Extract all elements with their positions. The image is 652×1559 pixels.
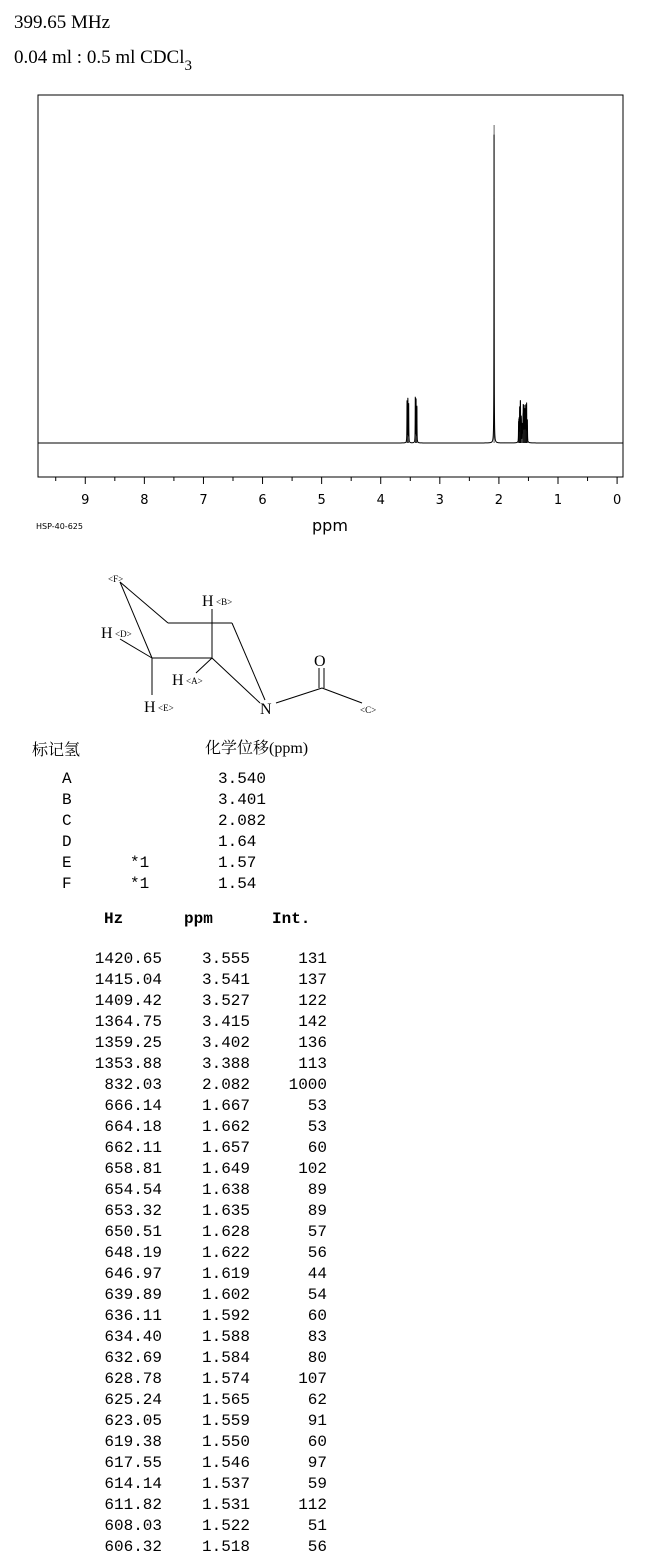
- peak-header-int: Int.: [272, 910, 311, 928]
- peak-hz: 619.38: [104, 1433, 162, 1451]
- peak-int: 60: [307, 1433, 327, 1451]
- peak-int: 89: [307, 1202, 327, 1220]
- assignment-label: C: [62, 812, 72, 830]
- assignment-label: D: [62, 833, 72, 851]
- peak-hz: 653.32: [104, 1202, 162, 1220]
- peak-ppm: 1.531: [201, 1496, 250, 1514]
- structure-bonds: [120, 582, 362, 703]
- peak-hz: 608.03: [104, 1517, 162, 1535]
- peak-int: 1000: [288, 1076, 327, 1094]
- x-tick-label: 3: [435, 493, 444, 508]
- peak-ppm: 1.638: [201, 1181, 250, 1199]
- assignment-shift: 3.540: [218, 770, 267, 788]
- bond: [120, 582, 168, 623]
- peak-ppm: 3.555: [201, 950, 250, 968]
- peak-hz: 664.18: [104, 1118, 162, 1136]
- structure-labels: [101, 574, 376, 718]
- peak-int: 136: [298, 1034, 327, 1052]
- peak-int: 59: [307, 1475, 327, 1493]
- peak-int: 60: [307, 1307, 327, 1325]
- peak-ppm: 1.662: [201, 1118, 250, 1136]
- peak-int: 60: [307, 1139, 327, 1157]
- peak-hz: 623.05: [104, 1412, 162, 1430]
- peak-ppm: 1.518: [201, 1538, 250, 1556]
- molecule-structure: [0, 560, 420, 725]
- atom-label-hd: H: [101, 625, 113, 642]
- peak-hz: 1415.04: [94, 971, 162, 989]
- peak-hz: 1420.65: [94, 950, 162, 968]
- peak-hz: 628.78: [104, 1370, 162, 1388]
- peak-hz: 1409.42: [94, 992, 162, 1010]
- peak-int: 57: [307, 1223, 327, 1241]
- peak-int: 91: [307, 1412, 327, 1430]
- solvent-text: 0.04 ml : 0.5 ml CDCl: [14, 47, 185, 68]
- peak-int: 51: [307, 1517, 327, 1535]
- peak-ppm: 1.550: [201, 1433, 250, 1451]
- atom-label-o: O: [314, 653, 326, 670]
- bond: [120, 639, 152, 658]
- peak-hz: 606.32: [104, 1538, 162, 1556]
- nmr-spectrum-chart: [0, 0, 652, 560]
- peak-ppm: 1.537: [201, 1475, 250, 1493]
- peak-hz: 611.82: [104, 1496, 162, 1514]
- atom-tag-e: <E>: [158, 703, 174, 713]
- peak-int: 54: [307, 1286, 327, 1304]
- peak-ppm: 3.402: [201, 1034, 250, 1052]
- x-tick-label: 8: [140, 493, 149, 508]
- peak-ppm: 3.541: [201, 971, 250, 989]
- peak-int: 56: [307, 1538, 327, 1556]
- solvent-subscript: 3: [184, 58, 192, 74]
- peak-int: 89: [307, 1181, 327, 1199]
- bond: [322, 688, 362, 703]
- spectrometer-frequency: 399.65 MHz: [14, 12, 111, 33]
- peak-int: 142: [298, 1013, 327, 1031]
- peak-int: 44: [307, 1265, 327, 1283]
- assignment-label: A: [62, 770, 72, 788]
- assignment-shift: 1.64: [218, 833, 257, 851]
- peak-hz: 614.14: [104, 1475, 162, 1493]
- peak-ppm: 1.622: [201, 1244, 250, 1262]
- bond: [212, 658, 260, 703]
- atom-tag-a: <A>: [186, 676, 203, 686]
- peak-int: 80: [307, 1349, 327, 1367]
- peak-header-hz: Hz: [104, 910, 124, 928]
- assignment-note: *1: [130, 875, 150, 893]
- peak-hz: 632.69: [104, 1349, 162, 1367]
- assignment-label: F: [62, 875, 72, 893]
- peak-hz: 625.24: [104, 1391, 162, 1409]
- peak-int: 53: [307, 1097, 327, 1115]
- peak-hz: 639.89: [104, 1286, 162, 1304]
- peak-hz: 654.54: [104, 1181, 162, 1199]
- peak-hz: 662.11: [104, 1139, 162, 1157]
- peak-int: 62: [307, 1391, 327, 1409]
- peak-ppm: 3.388: [201, 1055, 250, 1073]
- peak-ppm: 1.657: [201, 1139, 250, 1157]
- x-tick-label: 5: [317, 493, 326, 508]
- assignment-header-shift: 化学位移(ppm): [205, 740, 309, 757]
- x-tick-label: 0: [612, 493, 622, 508]
- assignment-shift: 2.082: [218, 812, 267, 830]
- assignment-shift: 1.54: [218, 875, 257, 893]
- assignment-shift: 3.401: [218, 791, 267, 809]
- peak-ppm: 1.546: [201, 1454, 250, 1472]
- peak-ppm: 1.574: [201, 1370, 250, 1388]
- peak-ppm: 1.602: [201, 1286, 250, 1304]
- peak-ppm: 1.588: [201, 1328, 250, 1346]
- peak-hz: 1353.88: [94, 1055, 162, 1073]
- bond: [196, 658, 212, 673]
- atom-label-n: N: [260, 701, 272, 718]
- peak-hz: 658.81: [104, 1160, 162, 1178]
- assignment-shift: 1.57: [218, 854, 257, 872]
- peak-int: 112: [298, 1496, 327, 1514]
- atom-label-f: <F>: [108, 574, 124, 584]
- spectrum-code: HSP-40-625: [36, 522, 83, 531]
- x-axis-ticks: [56, 477, 617, 484]
- x-tick-label: 9: [81, 493, 90, 508]
- atom-label-he: H: [144, 699, 156, 716]
- bond: [120, 582, 152, 658]
- peak-ppm: 1.559: [201, 1412, 250, 1430]
- atom-label-ha: H: [172, 672, 184, 689]
- assignment-label: E: [62, 854, 72, 872]
- peak-int: 53: [307, 1118, 327, 1136]
- peak-int: 122: [298, 992, 327, 1010]
- peak-ppm: 1.649: [201, 1160, 250, 1178]
- peak-hz: 650.51: [104, 1223, 162, 1241]
- peak-ppm: 2.082: [201, 1076, 250, 1094]
- peak-int: 131: [298, 950, 327, 968]
- atom-label-c: <C>: [360, 705, 377, 715]
- atom-label-hb: H: [202, 593, 214, 610]
- x-tick-label: 7: [199, 493, 208, 508]
- peak-ppm: 1.565: [201, 1391, 250, 1409]
- peak-ppm: 3.527: [201, 992, 250, 1010]
- peak-hz: 1359.25: [94, 1034, 162, 1052]
- peak-hz: 648.19: [104, 1244, 162, 1262]
- peak-ppm: 1.628: [201, 1223, 250, 1241]
- atom-tag-d: <D>: [115, 629, 132, 639]
- peak-int: 137: [298, 971, 327, 989]
- peak-hz: 634.40: [104, 1328, 162, 1346]
- bond: [276, 688, 322, 703]
- bond: [232, 623, 265, 700]
- x-axis-label: ppm: [312, 516, 348, 535]
- assignment-header-label: 标记氢: [32, 742, 81, 759]
- x-tick-label: 1: [553, 493, 563, 508]
- peak-hz: 1364.75: [94, 1013, 162, 1031]
- peak-ppm: 1.635: [201, 1202, 250, 1220]
- peak-marks: [407, 125, 527, 443]
- assignment-note: *1: [130, 854, 150, 872]
- x-tick-label: 6: [258, 493, 267, 508]
- peak-int: 83: [307, 1328, 327, 1346]
- peak-header-ppm: ppm: [184, 910, 213, 928]
- peak-hz: 636.11: [104, 1307, 162, 1325]
- peak-int: 97: [307, 1454, 327, 1472]
- peak-int: 107: [298, 1370, 327, 1388]
- plot-frame: [38, 95, 623, 477]
- atom-tag-b: <B>: [216, 597, 233, 607]
- peak-int: 56: [307, 1244, 327, 1262]
- peak-ppm: 1.619: [201, 1265, 250, 1283]
- x-tick-label: 2: [494, 493, 504, 508]
- peak-hz: 617.55: [104, 1454, 162, 1472]
- peak-ppm: 1.592: [201, 1307, 250, 1325]
- peak-int: 113: [298, 1055, 327, 1073]
- peak-hz: 646.97: [104, 1265, 162, 1283]
- peak-ppm: 3.415: [201, 1013, 250, 1031]
- peak-hz: 666.14: [104, 1097, 162, 1115]
- peak-ppm: 1.522: [201, 1517, 250, 1535]
- peak-ppm: 1.667: [201, 1097, 250, 1115]
- spectrum-trace: [38, 135, 623, 443]
- peak-hz: 832.03: [104, 1076, 162, 1094]
- peak-ppm: 1.584: [201, 1349, 250, 1367]
- assignment-label: B: [62, 791, 72, 809]
- x-axis-tick-labels: [81, 493, 621, 508]
- peak-int: 102: [298, 1160, 327, 1178]
- x-tick-label: 4: [376, 493, 385, 508]
